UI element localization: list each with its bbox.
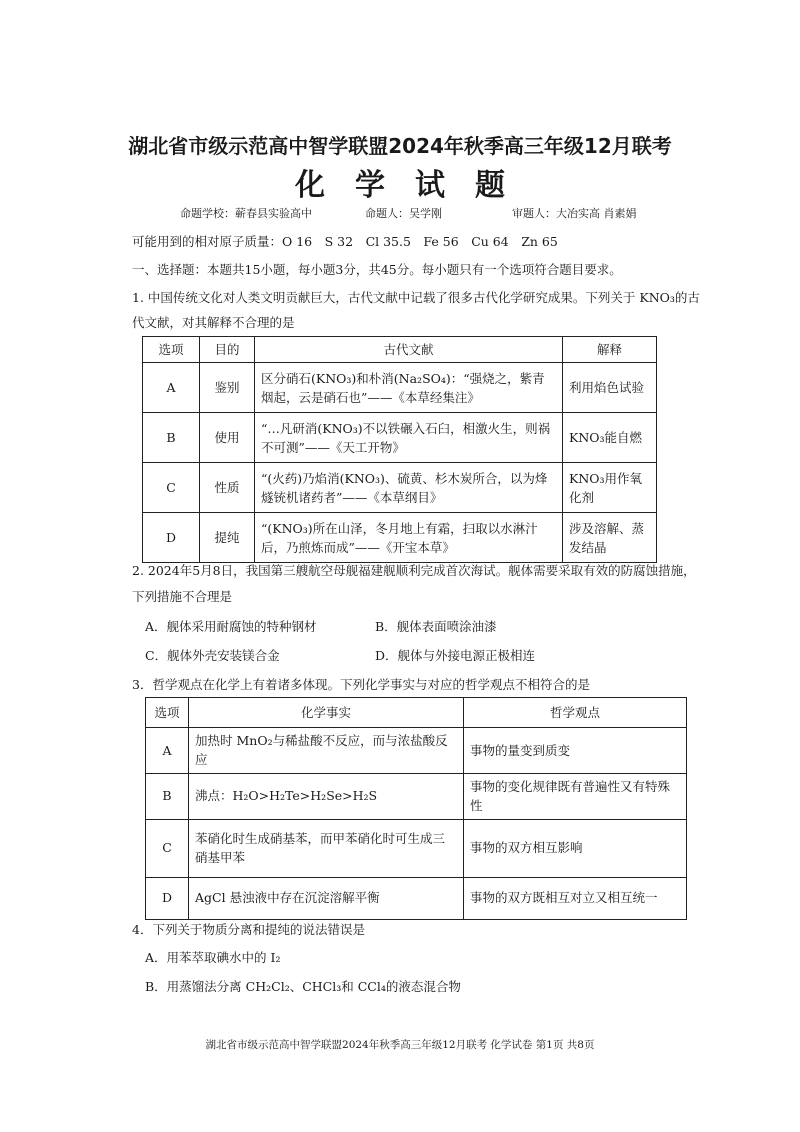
option-label: C bbox=[143, 463, 200, 513]
exam-title: 湖北省市级示范高中智学联盟2024年秋季高三年级12月联考 bbox=[128, 134, 672, 158]
table-header: 化学事实 bbox=[189, 698, 464, 728]
q2-option-b: B．舰体表面喷涂油漆 bbox=[375, 619, 497, 634]
q3-table bbox=[145, 697, 687, 920]
table-header: 解释 bbox=[563, 337, 657, 363]
option-label: D bbox=[146, 877, 189, 919]
q3-stem: 3．哲学观点在化学上有着诸多体现。下列化学事实与对应的哲学观点不相符合的是 bbox=[132, 677, 590, 692]
school-info: 命题学校：蕲春县实验高中 bbox=[180, 207, 312, 220]
q2-stem-line1: 2. 2024年5月8日，我国第三艘航空母舰福建舰顺利完成首次海试。舰体需要采取有效的防腐蚀措施， bbox=[132, 563, 696, 578]
table-header-row bbox=[146, 698, 687, 728]
fact-cell: 加热时 MnO₂与稀盐酸不反应，而与浓盐酸反应 bbox=[189, 728, 464, 774]
explanation-cell: 利用焰色试验 bbox=[563, 363, 657, 413]
table-row bbox=[143, 513, 657, 563]
table-row bbox=[143, 463, 657, 513]
view-cell: 事物的双方既相互对立又相互统一 bbox=[464, 877, 687, 919]
view-cell: 事物的变化规律既有普遍性又有特殊性 bbox=[464, 773, 687, 819]
table-row bbox=[146, 773, 687, 819]
table-row bbox=[146, 877, 687, 919]
table-row bbox=[146, 819, 687, 877]
explanation-cell: 涉及溶解、蒸发结晶 bbox=[563, 513, 657, 563]
reviewer-info: 审题人：大冶实高 肖素娟 bbox=[512, 207, 637, 220]
q2-stem-line2: 下列措施不合理是 bbox=[132, 589, 233, 604]
section-heading: 一、选择题：本题共15小题，每小题3分，共45分。每小题只有一个选项符合题目要求。 bbox=[132, 262, 622, 277]
option-label: C bbox=[146, 819, 189, 877]
document-cell: “…凡研消(KNO₃)不以铁碾入石臼，相激火生，则祸不可测”——《天工开物》 bbox=[255, 413, 563, 463]
fact-cell: AgCl 悬浊液中存在沉淀溶解平衡 bbox=[189, 877, 464, 919]
atomic-masses: 可能用到的相对原子质量：O 16 S 32 Cl 35.5 Fe 56 Cu 64 Zn 65 bbox=[132, 234, 558, 249]
table-row bbox=[146, 728, 687, 774]
q4-option-a: A．用苯萃取碘水中的 I₂ bbox=[145, 950, 281, 965]
q4-option-b: B．用蒸馏法分离 CH₂Cl₂、CHCl₃和 CCl₄的液态混合物 bbox=[145, 979, 461, 994]
table-header: 选项 bbox=[143, 337, 200, 363]
option-label: A bbox=[146, 728, 189, 774]
table-header: 古代文献 bbox=[255, 337, 563, 363]
table-header: 选项 bbox=[146, 698, 189, 728]
table-header: 哲学观点 bbox=[464, 698, 687, 728]
purpose-cell: 提纯 bbox=[200, 513, 255, 563]
table-header: 目的 bbox=[200, 337, 255, 363]
explanation-cell: KNO₃能自燃 bbox=[563, 413, 657, 463]
q1-table bbox=[142, 336, 657, 563]
purpose-cell: 使用 bbox=[200, 413, 255, 463]
option-label: B bbox=[146, 773, 189, 819]
subject-title: 化学试题 bbox=[295, 168, 535, 203]
q2-option-a: A．舰体采用耐腐蚀的特种钢材 bbox=[145, 619, 317, 634]
q1-stem-line2: 代文献，对其解释不合理的是 bbox=[132, 315, 295, 330]
purpose-cell: 鉴别 bbox=[200, 363, 255, 413]
purpose-cell: 性质 bbox=[200, 463, 255, 513]
table-row bbox=[143, 413, 657, 463]
fact-cell: 苯硝化时生成硝基苯，而甲苯硝化时可生成三硝基甲苯 bbox=[189, 819, 464, 877]
fact-cell: 沸点：H₂O>H₂Te>H₂Se>H₂S bbox=[189, 773, 464, 819]
document-cell: “(火药)乃焰消(KNO₃)、硫黄、杉木炭所合，以为烽燧铳机诸药者”——《本草纲目》 bbox=[255, 463, 563, 513]
q1-stem-line1: 1. 中国传统文化对人类文明贡献巨大，古代文献中记载了很多古代化学研究成果。下列关于 KNO₃的古 bbox=[132, 290, 700, 305]
q4-stem: 4．下列关于物质分离和提纯的说法错误是 bbox=[132, 922, 365, 937]
option-label: A bbox=[143, 363, 200, 413]
explanation-cell: KNO₃用作氧化剂 bbox=[563, 463, 657, 513]
view-cell: 事物的量变到质变 bbox=[464, 728, 687, 774]
document-cell: 区分硝石(KNO₃)和朴消(Na₂SO₄)：“强烧之，紫青烟起，云是硝石也”——《本草经集注》 bbox=[255, 363, 563, 413]
view-cell: 事物的双方相互影响 bbox=[464, 819, 687, 877]
page-footer: 湖北省市级示范高中智学联盟2024年秋季高三年级12月联考 化学试卷 第1页 共8页 bbox=[205, 1039, 595, 1051]
table-row bbox=[143, 363, 657, 413]
author-info: 命题人：吴学刚 bbox=[365, 207, 442, 220]
q2-option-c: C．舰体外壳安装镁合金 bbox=[145, 648, 280, 663]
option-label: B bbox=[143, 413, 200, 463]
document-cell: “(KNO₃)所在山泽，冬月地上有霜，扫取以水淋汁后，乃煎炼而成”——《开宝本草》 bbox=[255, 513, 563, 563]
table-header-row bbox=[143, 337, 657, 363]
q2-option-d: D．舰体与外接电源正极相连 bbox=[375, 648, 536, 663]
option-label: D bbox=[143, 513, 200, 563]
